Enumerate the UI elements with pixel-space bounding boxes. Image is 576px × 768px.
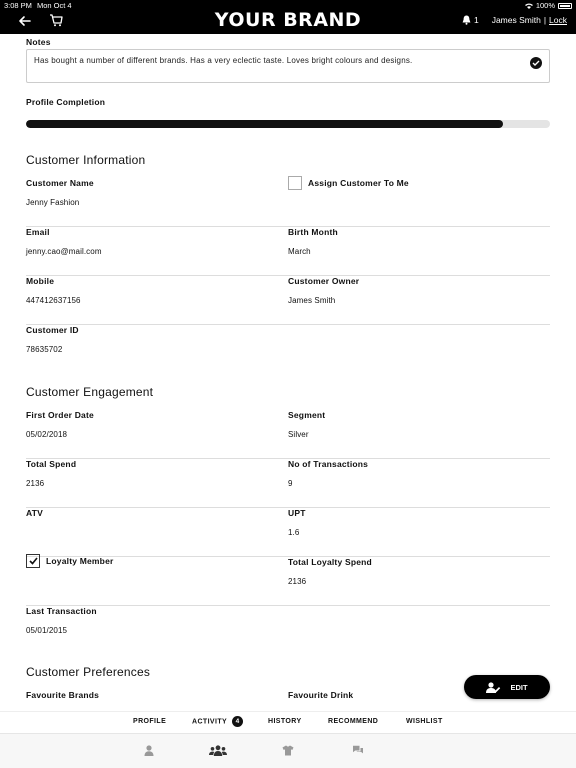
shirt-icon[interactable] xyxy=(282,745,294,756)
mobile-label: Mobile xyxy=(26,276,55,286)
person-icon[interactable] xyxy=(144,745,154,756)
upt-label: UPT xyxy=(288,508,306,518)
cart-icon[interactable] xyxy=(49,13,63,27)
loyalty-member-checkbox[interactable] xyxy=(26,554,40,568)
status-indicators xyxy=(525,1,572,10)
mobile-value: 447412637156 xyxy=(26,296,81,305)
tab-activity[interactable] xyxy=(192,716,243,727)
customer-engagement-title: Customer Engagement xyxy=(26,385,154,399)
info-row-4 xyxy=(26,325,550,374)
notes-field[interactable] xyxy=(26,49,550,83)
edit-button[interactable] xyxy=(464,675,550,699)
info-row-3 xyxy=(26,276,550,325)
segment-label: Segment xyxy=(288,410,326,420)
profile-completion-label: Profile Completion xyxy=(26,97,106,107)
customer-owner-label: Customer Owner xyxy=(288,276,360,286)
brand-logo: YOUR BRAND xyxy=(214,9,362,31)
engagement-row-1 xyxy=(26,410,550,459)
tab-wishlist[interactable]: WISHLIST xyxy=(406,718,443,725)
total-loyalty-spend-value: 2136 xyxy=(288,577,307,586)
customer-owner-value: James Smith xyxy=(288,296,336,305)
favourite-brands-label: Favourite Brands xyxy=(26,690,100,700)
header-separator: | xyxy=(543,15,547,25)
total-loyalty-spend-label: Total Loyalty Spend xyxy=(288,557,372,567)
lock-link[interactable]: Lock xyxy=(549,15,567,25)
email-label: Email xyxy=(26,227,50,237)
segment-value: Silver xyxy=(288,430,309,439)
tab-activity-label: ACTIVITY xyxy=(192,718,228,726)
status-time: 3:08 PM xyxy=(4,1,32,10)
birth-month-label: Birth Month xyxy=(288,227,338,237)
notes-text: Has bought a number of different brands. Has a very eclectic taste. Loves bright colours and designs. xyxy=(34,56,413,65)
engagement-row-2 xyxy=(26,459,550,508)
customer-information-title: Customer Information xyxy=(26,153,146,167)
profile-completion-bar xyxy=(26,120,550,128)
upt-value: 1.6 xyxy=(288,528,300,537)
loyalty-member-label[interactable]: Loyalty Member xyxy=(46,556,114,566)
assign-customer-label[interactable]: Assign Customer To Me xyxy=(308,178,409,188)
transactions-value: 9 xyxy=(288,479,293,488)
group-icon[interactable] xyxy=(209,745,227,756)
user-name: James Smith xyxy=(491,15,541,25)
edit-user-icon xyxy=(486,682,501,693)
last-transaction-label: Last Transaction xyxy=(26,606,97,616)
first-order-date-value: 05/02/2018 xyxy=(26,430,68,439)
activity-count-badge: 4 xyxy=(232,716,243,727)
header-user-area xyxy=(462,15,567,25)
customer-id-value: 78635702 xyxy=(26,345,63,354)
engagement-row-4 xyxy=(26,557,550,606)
total-spend-value: 2136 xyxy=(26,479,45,488)
tab-history[interactable]: HISTORY xyxy=(268,718,302,725)
profile-subtabs xyxy=(0,711,576,733)
last-transaction-value: 05/01/2015 xyxy=(26,626,68,635)
assign-customer-checkbox[interactable] xyxy=(288,176,302,190)
customer-preferences-title: Customer Preferences xyxy=(26,665,151,679)
first-order-date-label: First Order Date xyxy=(26,410,94,420)
chat-icon[interactable] xyxy=(352,745,364,755)
atv-label: ATV xyxy=(26,508,43,518)
tab-recommend[interactable]: RECOMMEND xyxy=(328,718,379,725)
notification-count: 1 xyxy=(473,15,479,25)
total-spend-label: Total Spend xyxy=(26,459,77,469)
email-value: jenny.cao@mail.com xyxy=(26,247,102,256)
notes-label: Notes xyxy=(26,37,51,47)
birth-month-value: March xyxy=(288,247,311,256)
customer-name-label: Customer Name xyxy=(26,178,94,188)
back-arrow-icon[interactable] xyxy=(18,14,32,28)
bell-icon[interactable] xyxy=(462,15,471,25)
engagement-row-3 xyxy=(26,508,550,557)
engagement-row-5 xyxy=(26,606,550,655)
battery-percent: 100% xyxy=(535,1,555,10)
profile-completion-fill xyxy=(26,120,503,128)
top-bar xyxy=(0,0,576,34)
transactions-label: No of Transactions xyxy=(288,459,369,469)
bottom-navigation xyxy=(0,733,576,768)
wifi-icon xyxy=(525,3,533,9)
info-row-2 xyxy=(26,227,550,276)
customer-name-value: Jenny Fashion xyxy=(26,198,80,207)
battery-icon xyxy=(558,3,572,9)
notes-confirm-icon[interactable] xyxy=(530,57,542,69)
status-date: Mon Oct 4 xyxy=(37,1,72,10)
favourite-drink-label: Favourite Drink xyxy=(288,690,354,700)
info-row-1 xyxy=(26,178,550,227)
edit-button-label: EDIT xyxy=(510,682,528,692)
tab-profile[interactable]: PROFILE xyxy=(133,718,167,725)
customer-id-label: Customer ID xyxy=(26,325,79,335)
